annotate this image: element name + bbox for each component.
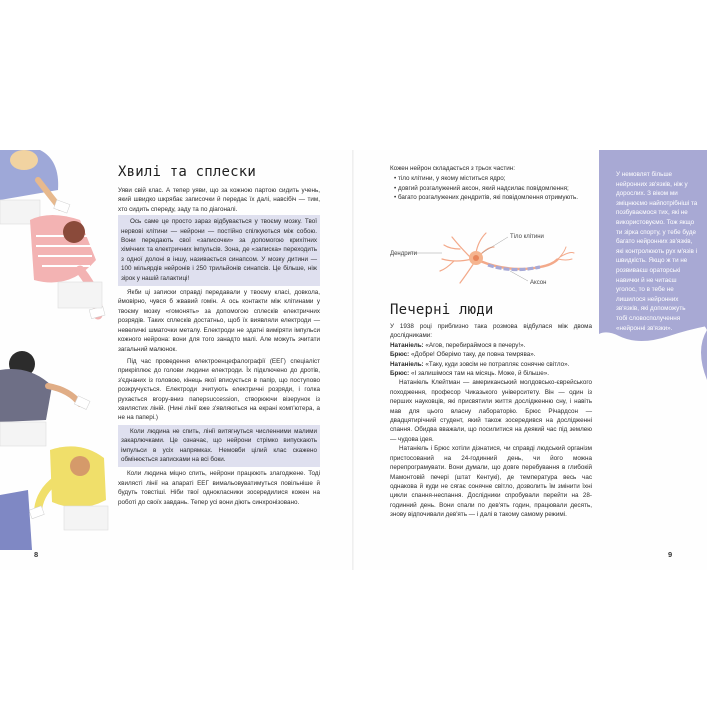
paragraph: У 1938 році приблизно така розмова відбулася між двома дослідниками: <box>390 323 592 340</box>
dialog-text: «Добре! Оберімо таку, де повна темрява». <box>409 351 536 359</box>
left-page <box>0 150 353 570</box>
neuron-parts-list <box>394 174 586 203</box>
paragraph: Кожен нейрон складається з трьох частин: <box>390 165 515 172</box>
paragraph: Коли людина не спить, лінії витягнуться численними малими закарлючками. Це означає, що нейрони стрімко випускають імпульси в усіх напрямках. Немовби цілий клас скажено обмінюється записками на всі боки. <box>121 427 317 463</box>
list-item: • довгий розгалужений аксон, який надсилає повідомлення; <box>394 184 569 192</box>
neuron-intro <box>390 164 586 173</box>
dialog-line <box>390 350 592 359</box>
highlight-box <box>118 215 320 286</box>
paragraph: Якби ці записки справді передавали у твоєму класі, довкола, ймовірно, чувся б жвавий гомін. А ось контакти між клітинами у твоєму мозку «гомонять» за допомогою сплесків електричних розрядів. Таких сплесків достатньо, щоб їх виявляли електроди — невеличкі шматочки металу. Електроди не здатні виміряти імпульси кожного нейрона: вони для того занадто малі. Але можуть зчитати загальний малюнок. <box>118 289 320 353</box>
speaker-name: Брюс: <box>390 370 410 378</box>
paragraph: Ось саме це просто зараз відбувається у твоєму мозку. Твої нервові клітини — нейрони — постійно спілкуються між собою. Вони передають свої «записочки» за допомогою крихітних хімічних та електричних імпульсів. Зона, де «записка» переходить з одної долоні в іншу, називається синапсом. У мозку дитини — 100 мільярдів нейронів і 250 трильйонів синапсів. Це більше, ніж зірок у нашій галактиці! <box>121 218 317 282</box>
dialog-line <box>390 341 592 350</box>
speaker-name: Натаніель: <box>390 360 424 368</box>
book-spread <box>0 150 707 570</box>
section-heading-cave-people: Печерні люди <box>390 302 494 318</box>
cell-body-label: Тіло клітини <box>510 234 544 240</box>
page-number-right: 9 <box>668 550 673 559</box>
paragraph: Під час проведення електроенцефалографії (ЕЕГ) спеціаліст прикріплює до голови людини електроди. Їх підключено до дротів, з'єднаних із головою, кінець якої вписується в папір, що поступово розкручується. Електроди зчитують електричні розряди, і голка рухається вгору-вниз паперsuccession, створюючи візерунок із хвилястих ліній. (Нині лінії вже з'являються на екрані комп'ютера, а не на папері.) <box>118 357 320 422</box>
paragraph: Коли людина міцно спить, нейрони працюють злагоджене. Тоді хвилясті лінії на апараті ЕЕГ вимальовуватимуться повільніше й будуть товстіші. Ніби твої однокласники зосередилися кожен на роботі до своїх завдань. Тепер усі вони діють синхронізовано. <box>118 470 320 506</box>
right-page <box>354 150 707 570</box>
dialog-text: «І залишімося там на місяць. Може, й більше». <box>409 370 549 378</box>
speaker-name: Натаніель: <box>390 341 424 349</box>
section-heading-waves: Хвилі та сплески <box>118 164 257 180</box>
paragraph: Натаніель і Брюс хотіли дізнатися, чи справді людський організм пристосований на 24-годинний день, чи його можна перепрограмувати. Вони думали, що довге перебування в глибокій Мамонтовій печері (штат Кентукі), де температура весь час однакова й куди не сягає сонячне світло, дозволить їм змінити їхні цикли спання-неспання. Дослідники спробували перейти на 28-годинний день. Вони спали по дев'ять годин, працювали десять, знову відпочивали дев'ять — і далі в такому самому режимі. <box>390 445 592 519</box>
children-passing-notes-illustration <box>0 150 112 550</box>
neuron-diagram <box>390 223 580 293</box>
dialog-line <box>390 369 592 378</box>
page-number-left: 8 <box>34 550 39 559</box>
list-item: • тіло клітини, у якому міститься ядро; <box>394 175 506 182</box>
left-text-column <box>118 186 320 507</box>
dendrites-label: Дендрити <box>390 251 418 257</box>
paragraph: Натаніель Клейтман — американський молдовсько-єврейського походження, професор Чиказького університету. Він — один із перших науковців, які присвятили життя дослідженню сну, і навіть мав для цього власну лабораторію. Брюс Річардсон — двадцятирічний студент, який також зосередився на дослідженні спання. Обидва вважали, що посилитися на деякий час під землею — чудова ідея. <box>390 379 592 443</box>
dialog-text: «Таку, куди зовсім не потрапляє сонячне світло». <box>423 360 570 368</box>
paragraph: Уяви свій клас. А тепер уяви, що за кожною партою сидить учень, який швидко шкрябає записочки й передає їх далі, навсібіч — тим, хто сидить спереду, заду та по діагоналі. <box>118 187 320 213</box>
highlight-box <box>118 425 320 468</box>
side-note-text: У немовлят більше нейронних зв'язків, ніж у дорослих. З віком ми зміцнюємо найпотрібніші та позбуваємося тих, які не використовуємо. Тож якщо ти зірка спорту, у тебе буде багато нейронних зв'язків, які контролюють рух м'язів і швидкість. Якщо ж ти не розвиваєш ораторські навички й не читаєш уголос, то в тебе не лишилося нейронних зв'язків, які допоможуть тобі словосполучення «нейронні зв'язки». <box>616 171 698 332</box>
dialog-line <box>390 360 592 369</box>
speaker-name: Брюс: <box>390 351 410 359</box>
list-item: • багато розгалужених дендритів, які повідомлення отримують. <box>394 194 579 202</box>
right-text-column <box>390 322 592 520</box>
dialog-text: «Агов, перебираймося в печеру!». <box>423 341 526 349</box>
axon-label: Аксон <box>530 280 547 286</box>
